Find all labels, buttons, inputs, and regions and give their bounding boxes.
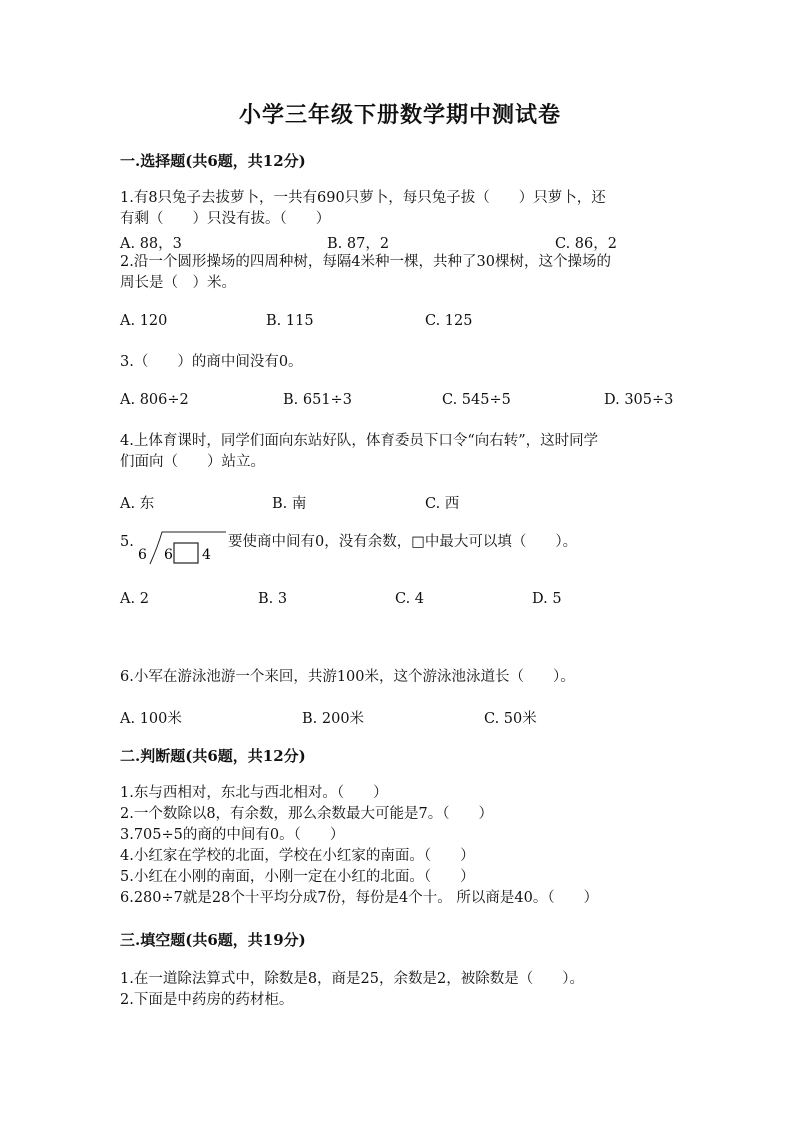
question-1-option-a: A. 88，3	[120, 236, 182, 252]
question-3-option-d: D. 305÷3	[604, 392, 674, 408]
page-title: 小学三年级下册数学期中测试卷	[238, 102, 561, 128]
section-heading-fill-in: 三.填空题(共6题，共19分)	[120, 931, 306, 949]
question-2-line-1: 2.沿一个圆形操场的四周种树，每隔4米种一棵，共种了30棵树，这个操场的	[120, 254, 612, 270]
long-division-figure	[136, 526, 228, 566]
question-3-option-a: A. 806÷2	[120, 392, 189, 408]
question-3-line-1: 3.（ ）的商中间没有0。	[120, 354, 303, 370]
question-4-line-1: 4.上体育课时，同学们面向东站好队，体育委员下口令“向右转”，这时同学	[120, 433, 599, 449]
division-blank-box	[174, 543, 198, 563]
section-heading-judgement: 二.判断题(共6题，共12分)	[120, 747, 306, 765]
judgement-item-4: 4.小红家在学校的北面，学校在小红家的南面。（ ）	[120, 848, 475, 864]
question-4-line-2: 们面向（ ）站立。	[120, 454, 265, 470]
judgement-item-5: 5.小红在小刚的南面，小刚一定在小红的北面。（ ）	[120, 869, 475, 885]
fill-in-item-1: 1.在一道除法算式中，除数是8，商是25，余数是2，被除数是（ ）。	[120, 971, 584, 987]
question-2-line-2: 周长是（ ）米。	[120, 275, 236, 291]
question-1-option-b: B. 87，2	[327, 236, 390, 252]
question-6-option-c: C. 50米	[484, 711, 537, 727]
question-5-option-c: C. 4	[395, 591, 425, 607]
question-3-option-b: B. 651÷3	[283, 392, 352, 408]
fill-in-item-2: 2.下面是中药房的药材柜。	[120, 992, 294, 1008]
question-6-line-1: 6.小军在游泳池游一个来回，共游100米，这个游泳池泳道长（ ）。	[120, 669, 575, 685]
question-5-text: 要使商中间有0，没有余数，□中最大可以填（ ）。	[228, 534, 578, 550]
division-dividend-last-digit: 4	[202, 547, 211, 563]
question-1-line-1: 1.有8只兔子去拔萝卜，一共有690只萝卜，每只兔子拔（ ）只萝卜，还	[120, 190, 606, 206]
question-4-option-a: A. 东	[120, 496, 155, 512]
question-1-line-2: 有剩（ ）只没有拔。（ ）	[120, 211, 331, 227]
question-1-option-c: C. 86，2	[555, 236, 617, 252]
question-4-option-b: B. 南	[272, 496, 307, 512]
judgement-item-6: 6.280÷7就是28个十平均分成7份，每份是4个十。 所以商是40。（ ）	[120, 890, 599, 906]
section-heading-choice: 一.选择题(共6题，共12分)	[120, 152, 306, 170]
question-5-number: 5.	[120, 534, 134, 550]
division-dividend-first-digit: 6	[164, 547, 173, 563]
question-2-option-b: B. 115	[266, 313, 314, 329]
judgement-item-2: 2.一个数除以8，有余数，那么余数最大可能是7。（ ）	[120, 806, 494, 822]
judgement-item-1: 1.东与西相对，东北与西北相对。（ ）	[120, 785, 388, 801]
question-3-option-c: C. 545÷5	[442, 392, 511, 408]
question-6-option-a: A. 100米	[120, 711, 182, 727]
question-6-option-b: B. 200米	[302, 711, 365, 727]
question-2-option-a: A. 120	[120, 313, 168, 329]
question-5-option-a: A. 2	[120, 591, 149, 607]
question-2-option-c: C. 125	[425, 313, 473, 329]
question-5-option-d: D. 5	[532, 591, 562, 607]
division-divisor: 6	[138, 547, 147, 563]
question-4-option-c: C. 西	[425, 496, 460, 512]
question-5-option-b: B. 3	[258, 591, 288, 607]
judgement-item-3: 3.705÷5的商的中间有0。（ ）	[120, 827, 345, 843]
division-bracket	[150, 532, 226, 564]
